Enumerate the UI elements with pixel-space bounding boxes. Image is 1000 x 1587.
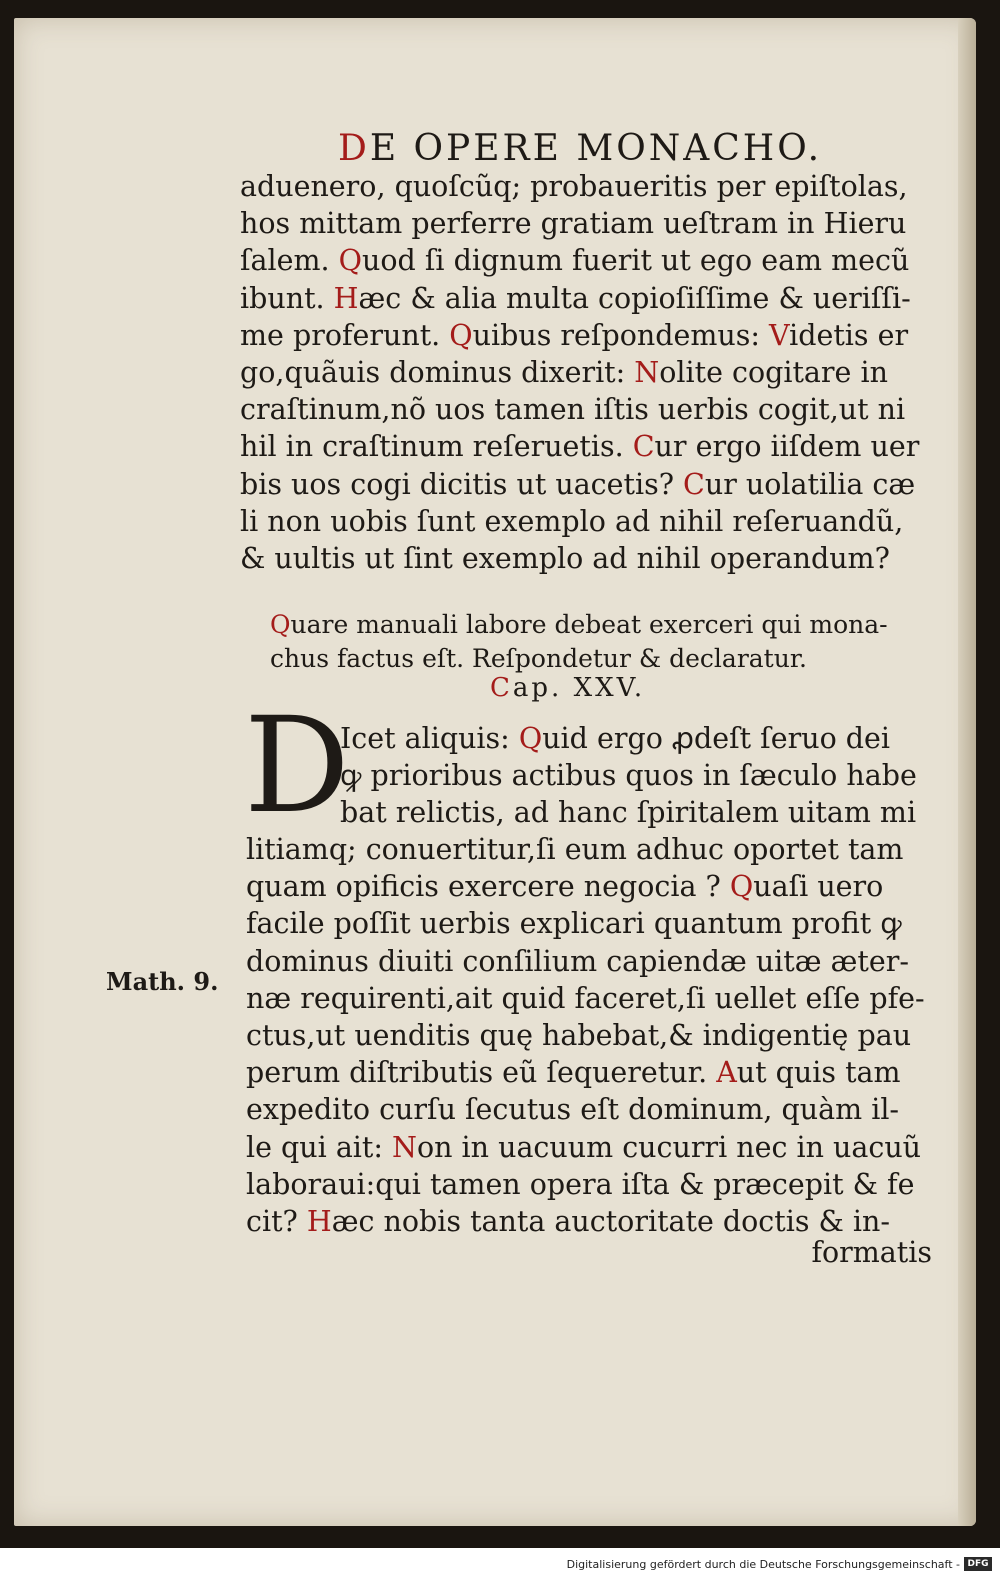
text-segment: me proferunt. <box>240 318 450 352</box>
text-line <box>246 868 925 905</box>
text-segment: bat relictis, ad hanc ſpiritalem uitam mi <box>340 796 917 830</box>
text-line <box>240 466 919 503</box>
text-segment: Icet aliquis: <box>340 722 519 755</box>
footer-bar <box>0 1552 1000 1587</box>
body-text-main <box>246 831 925 1240</box>
rubricated-initial: H <box>333 281 359 315</box>
text-segment: le qui ait: <box>246 1130 393 1164</box>
rubricated-initial: Q <box>518 722 543 755</box>
rubricated-initial: Q <box>449 318 473 352</box>
text-segment: ur uolatilia cæ <box>704 467 916 501</box>
chapter-number-text: ap. XXV. <box>512 673 646 703</box>
text-line <box>240 242 919 279</box>
text-segment: dominus diuiti conſilium capiendæ uitæ æter- <box>246 944 909 978</box>
rubricated-initial: H <box>306 1204 332 1238</box>
rubricated-initial: Q <box>338 244 363 278</box>
text-segment: æc & alia multa copioſiſſime & ueriſſi- <box>358 281 911 315</box>
rubricated-initial: N <box>392 1130 417 1164</box>
rubricated-initial: C <box>632 430 655 464</box>
text-segment: uaſi uero <box>753 870 884 904</box>
text-line <box>340 720 917 757</box>
text-segment: ſalem. <box>240 244 339 278</box>
text-segment: li non uobis ſunt exemplo ad nihil reſeruandũ, <box>240 504 904 538</box>
margin-note: Math. 9. <box>106 967 219 996</box>
text-line <box>240 168 919 205</box>
page-edge <box>958 18 976 1526</box>
text-line <box>240 354 919 391</box>
text-segment: & uultis ut ſint exemplo ad nihil operandum? <box>240 541 890 575</box>
text-segment: facile poſſit uerbis explicari quantum profit ꝙ <box>246 907 902 941</box>
text-segment: perum diſtributis eũ ſequeretur. <box>246 1056 717 1090</box>
text-line <box>246 1129 925 1166</box>
text-segment: uid ergo ꝓdeſt ſeruo dei <box>542 722 891 755</box>
text-line <box>240 280 919 317</box>
chapter-heading-initial: Q <box>270 610 291 639</box>
text-line <box>246 831 925 868</box>
text-line <box>240 540 919 577</box>
text-line <box>240 391 919 428</box>
chapter-number <box>490 673 645 703</box>
text-segment: bis uos cogi dicitis ut uacetis? <box>240 467 684 501</box>
text-line <box>246 1091 925 1128</box>
chapter-heading-line-1-text: uare manuali labore debeat exerceri qui mona- <box>290 610 888 639</box>
drop-cap: D <box>244 689 350 843</box>
text-segment: laboraui:qui tamen opera iſta & præcepit & fe <box>246 1167 915 1201</box>
text-segment: æc nobis tanta auctoritate doctis & in- <box>331 1204 891 1238</box>
text-segment: ctus,ut uenditis quę habebat,& indigentię pau <box>246 1018 912 1052</box>
chapter-heading <box>270 608 888 676</box>
rubricated-initial: V <box>769 318 790 352</box>
text-line <box>340 794 917 831</box>
text-segment: go,quãuis dominus dixerit: <box>240 355 635 389</box>
text-line <box>240 503 919 540</box>
rubricated-initial: C <box>683 467 705 501</box>
text-line <box>246 905 925 942</box>
dfg-logo: DFG <box>964 1557 992 1571</box>
text-segment: ꝙ prioribus actibus quos in ſæculo habe <box>340 759 917 793</box>
chapter-heading-line-2: chus factus eſt. Reſpondetur & declaratur. <box>270 644 807 673</box>
text-line <box>246 1166 925 1203</box>
catchword-line: formatis <box>811 1236 932 1269</box>
chapter-number-initial: C <box>490 673 513 703</box>
text-segment: quam opificis exercere negocia ? <box>246 870 730 904</box>
text-line <box>240 205 919 242</box>
text-segment: cit? <box>246 1204 307 1238</box>
text-line <box>246 980 925 1017</box>
text-segment: ur ergo iiſdem uer <box>654 430 920 464</box>
text-line <box>240 428 919 465</box>
text-segment: litiamq; conuertitur,ſi eum adhuc oportet tam <box>246 833 904 866</box>
text-line <box>246 1054 925 1091</box>
text-line <box>246 1017 925 1054</box>
rubricated-initial: N <box>634 355 660 389</box>
text-segment: uod ſi dignum fuerit ut ego eam mecũ <box>362 244 910 278</box>
text-segment: ut quis tam <box>736 1056 901 1090</box>
footer-credit: Digitalisierung gefördert durch die Deutsche Forschungsgemeinschaft - <box>566 1558 960 1571</box>
text-segment: expedito curſu ſecutus eſt dominum, quàm il- <box>246 1093 900 1127</box>
running-head <box>300 128 860 169</box>
rubricated-initial: A <box>716 1056 737 1090</box>
text-segment: aduenero, quoſcũq; probaueritis per epiſtolas, <box>240 170 908 203</box>
text-segment: on in uacuum cucurri nec in uacuũ <box>416 1130 922 1164</box>
body-text-drop-cap-lines <box>340 720 917 832</box>
text-segment: hil in craſtinum reſeruetis. <box>240 430 633 464</box>
text-segment: craſtinum,nõ uos tamen iſtis uerbis cogit,ut ni <box>240 393 906 427</box>
rubricated-initial: Q <box>729 870 754 904</box>
chapter-heading-line-1 <box>270 608 888 642</box>
text-segment: hos mittam perferre gratiam ueſtram in Hieru <box>240 207 907 241</box>
running-head-text: E OPERE MONACHO. <box>369 128 823 169</box>
text-segment: næ requirenti,ait quid faceret,ſi uellet eſſe pfe- <box>246 981 925 1015</box>
body-text-top <box>240 168 919 577</box>
text-segment: uibus reſpondemus: <box>472 318 769 352</box>
text-line <box>340 757 917 794</box>
text-segment: idetis er <box>789 318 909 352</box>
text-line <box>246 943 925 980</box>
running-head-initial: D <box>337 128 370 169</box>
text-segment: olite cogitare in <box>659 355 888 389</box>
text-line <box>240 317 919 354</box>
text-segment: ibunt. <box>240 281 334 315</box>
